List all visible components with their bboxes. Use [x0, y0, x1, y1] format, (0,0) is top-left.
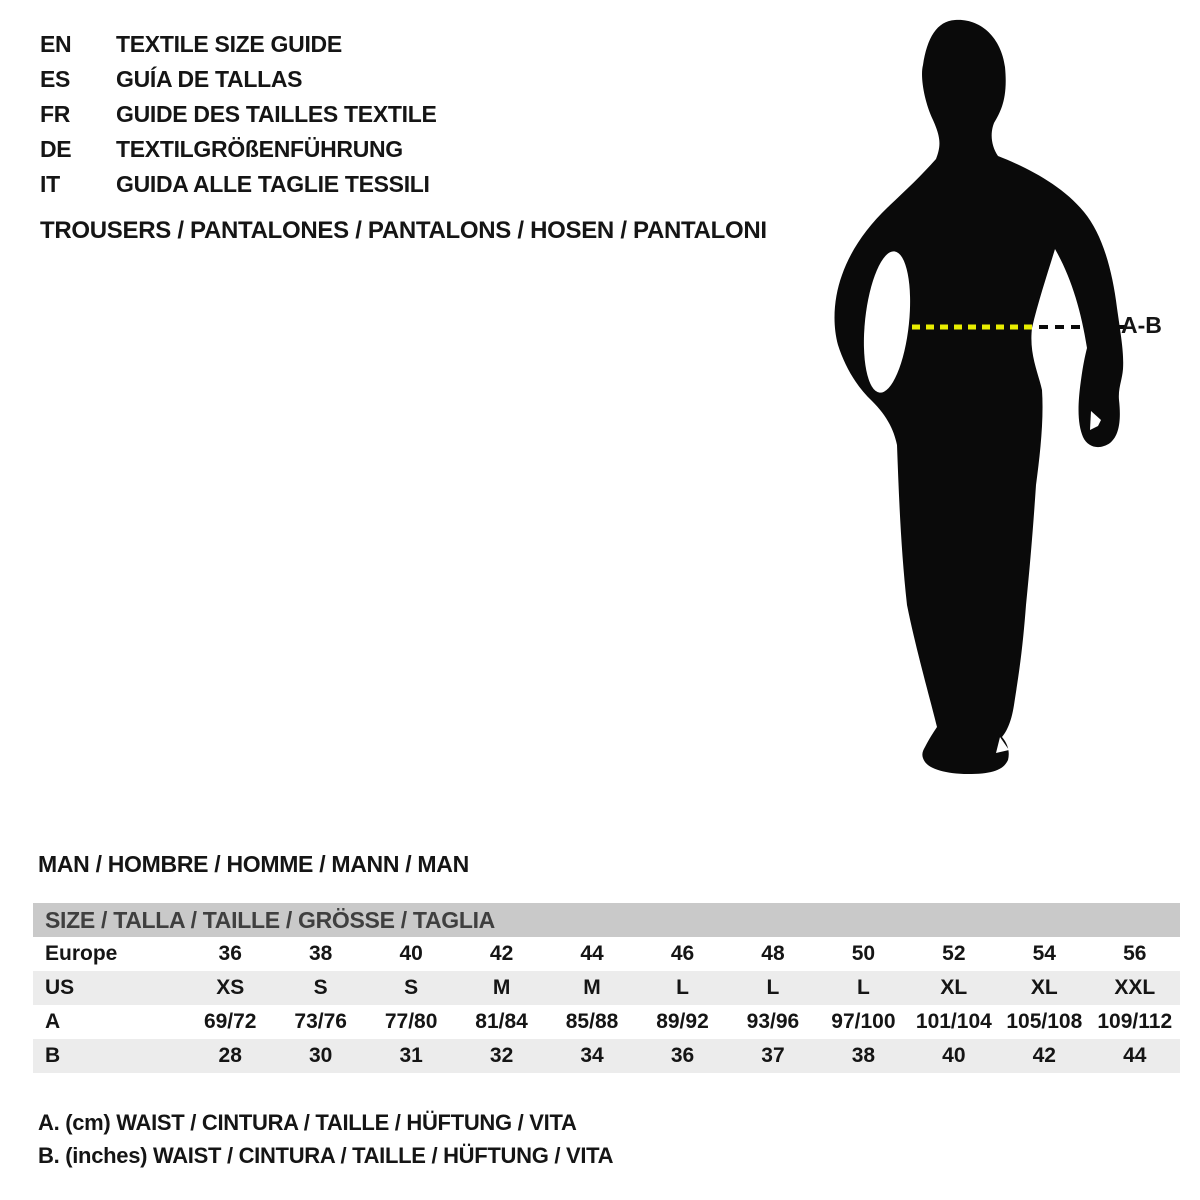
- size-cell: 36: [670, 1044, 695, 1067]
- size-cell: 109/112: [1097, 1010, 1173, 1033]
- size-table-header: SIZE / TALLA / TAILLE / GRÖSSE / TAGLIA: [33, 903, 1180, 937]
- table-row: [33, 1005, 1180, 1039]
- size-cell: 56: [1123, 942, 1147, 965]
- size-cell: 48: [761, 942, 785, 965]
- size-table: [33, 903, 1180, 1073]
- table-row: [33, 937, 1180, 971]
- size-cell: L: [676, 976, 689, 999]
- language-row: [40, 167, 437, 202]
- note-waist-inches: B. (inches) WAIST / CINTURA / TAILLE / HÜFTUNG / VITA: [38, 1143, 614, 1168]
- size-cell: 40: [399, 942, 423, 965]
- row-label: Europe: [45, 942, 118, 965]
- size-cell: 31: [399, 1044, 423, 1067]
- language-code: IT: [40, 171, 60, 197]
- size-cell: 34: [580, 1044, 604, 1067]
- note-waist-cm: A. (cm) WAIST / CINTURA / TAILLE / HÜFTUNG / VITA: [38, 1110, 577, 1135]
- size-cell: 73/76: [294, 1010, 347, 1033]
- size-cell: 50: [851, 942, 876, 965]
- language-label: GUÍA DE TALLAS: [116, 66, 303, 92]
- language-row: [40, 27, 437, 62]
- size-cell: 44: [580, 942, 604, 965]
- size-cell: 81/84: [475, 1010, 528, 1033]
- language-list: [40, 27, 437, 202]
- language-label: TEXTILGRÖßENFÜHRUNG: [116, 136, 403, 162]
- size-cell: 69/72: [203, 1010, 257, 1033]
- size-cell: 105/108: [1006, 1010, 1083, 1033]
- size-cell: 28: [218, 1044, 242, 1067]
- waist-measure-label: A-B: [1121, 312, 1162, 338]
- size-cell: 44: [1123, 1044, 1147, 1067]
- size-cell: 30: [309, 1044, 333, 1067]
- language-code: EN: [40, 31, 72, 57]
- size-cell: M: [492, 976, 511, 999]
- size-cell: 42: [1032, 1044, 1056, 1067]
- language-row: [40, 97, 437, 132]
- size-cell: 97/100: [831, 1010, 896, 1033]
- man-silhouette: [820, 10, 1200, 800]
- language-code: FR: [40, 101, 71, 127]
- size-cell: M: [583, 976, 601, 999]
- size-cell: 93/96: [746, 1010, 800, 1033]
- size-cell: L: [856, 976, 870, 999]
- size-cell: 101/104: [915, 1010, 992, 1033]
- size-table-rows: [33, 937, 1180, 1073]
- size-cell: XS: [216, 976, 245, 999]
- table-row: [33, 1039, 1180, 1073]
- size-cell: 42: [489, 942, 514, 965]
- man-silhouette-body: [835, 20, 1124, 774]
- size-cell: L: [766, 976, 780, 999]
- table-row: [33, 971, 1180, 1005]
- size-cell: 77/80: [384, 1010, 438, 1033]
- language-code: ES: [40, 66, 71, 92]
- size-cell: 40: [942, 1044, 966, 1067]
- size-cell: 46: [670, 942, 695, 965]
- language-label: TEXTILE SIZE GUIDE: [116, 31, 342, 57]
- language-label: GUIDA ALLE TAGLIE TESSILI: [116, 171, 430, 197]
- language-row: [40, 62, 437, 97]
- size-cell: 54: [1032, 942, 1056, 965]
- size-cell: 85/88: [565, 1010, 619, 1033]
- size-cell: S: [313, 976, 328, 999]
- size-cell: S: [404, 976, 419, 999]
- language-row: [40, 132, 437, 167]
- size-cell: 37: [761, 1044, 785, 1067]
- size-cell: XL: [1030, 976, 1058, 999]
- size-cell: 89/92: [656, 1010, 709, 1033]
- row-label: B: [45, 1044, 61, 1067]
- row-label: A: [45, 1010, 61, 1033]
- language-code: DE: [40, 136, 72, 162]
- size-cell: 52: [942, 942, 966, 965]
- size-cell: 38: [851, 1044, 876, 1067]
- size-cell: 38: [309, 942, 333, 965]
- language-label: GUIDE DES TAILLES TEXTILE: [116, 101, 437, 127]
- row-label: US: [45, 976, 75, 999]
- size-cell: 36: [218, 942, 242, 965]
- size-cell: XL: [940, 976, 968, 999]
- size-cell: XXL: [1114, 976, 1156, 999]
- measurement-notes: [38, 1106, 613, 1172]
- section-heading: MAN / HOMBRE / HOMME / MANN / MAN: [38, 851, 469, 877]
- size-cell: 32: [489, 1044, 514, 1067]
- product-heading: TROUSERS / PANTALONES / PANTALONS / HOSEN / PANTALONI: [40, 217, 767, 244]
